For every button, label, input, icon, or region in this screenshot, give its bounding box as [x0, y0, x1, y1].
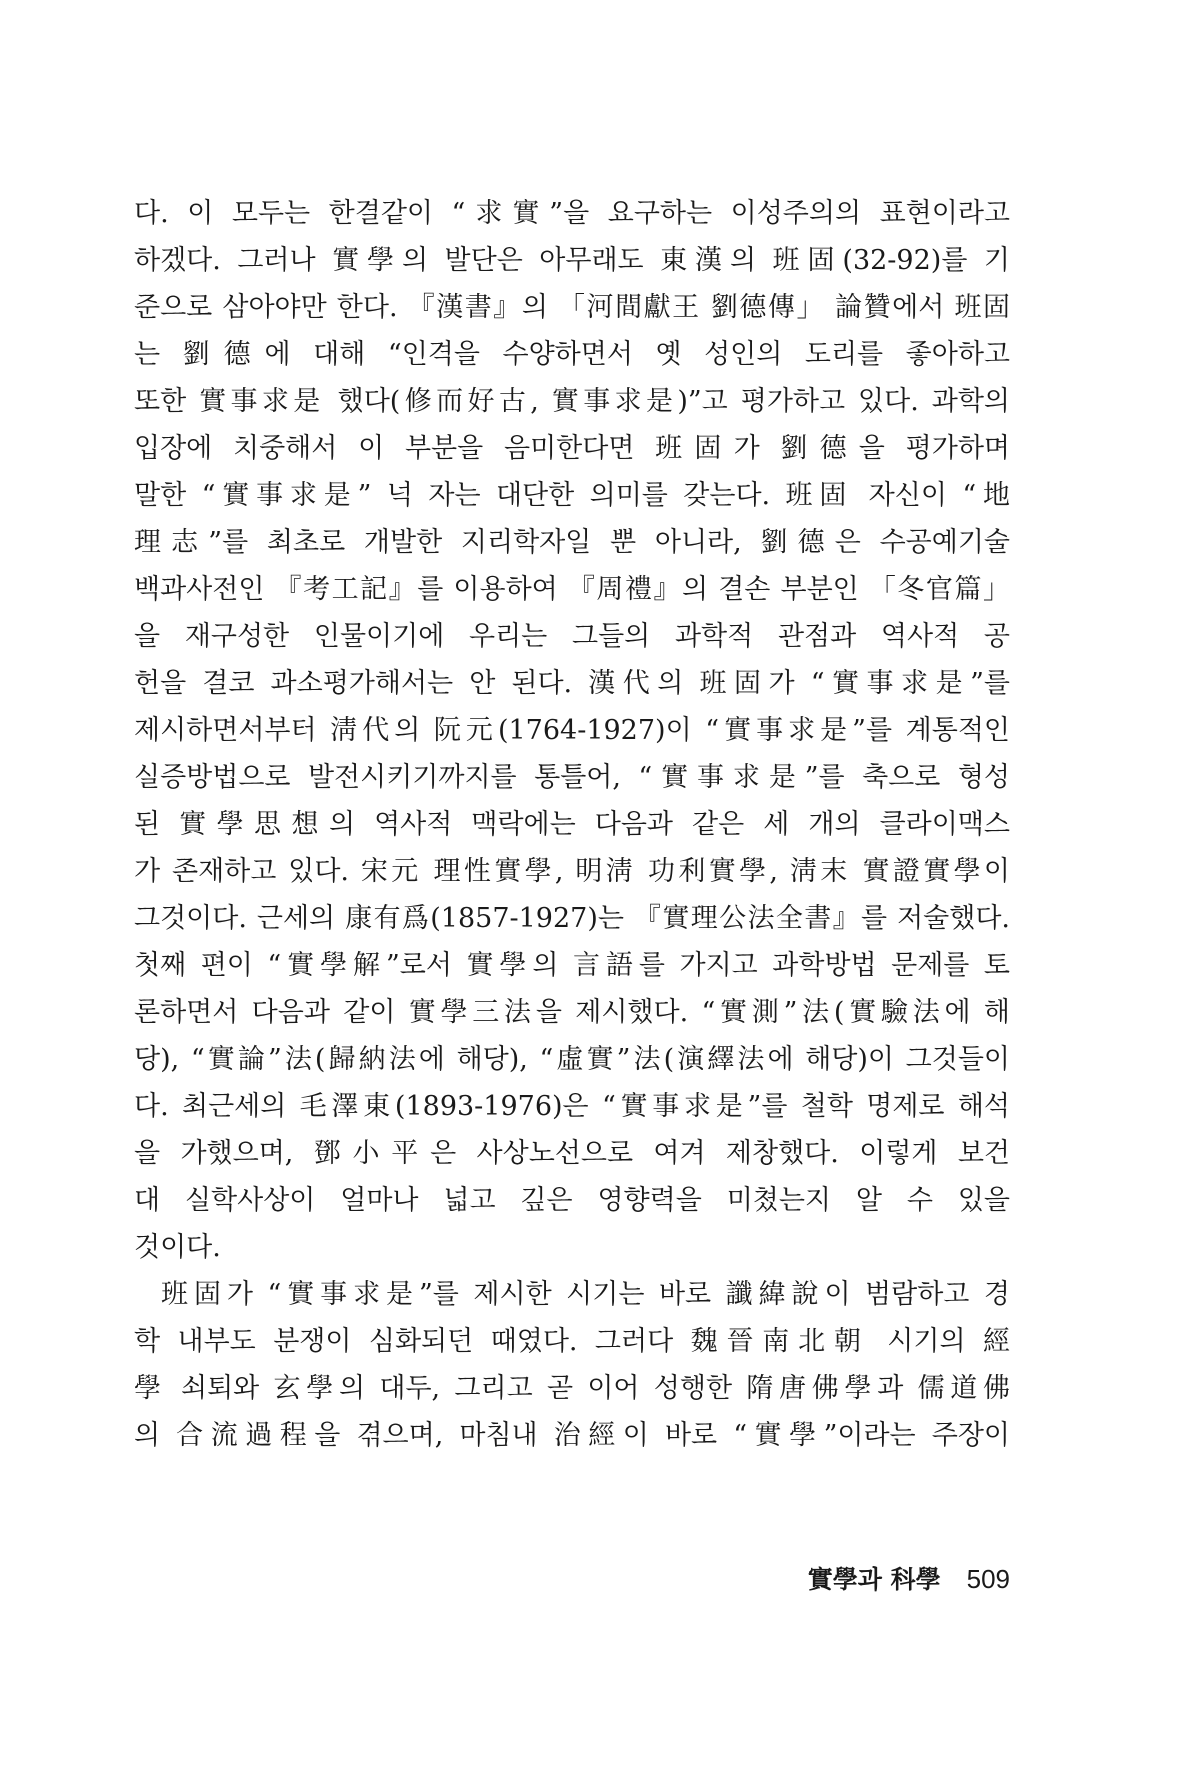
paragraph-1 [134, 190, 1010, 1271]
text-line: 班固가 “實事求是”를 제시한 시기는 바로 讖緯說이 범람하고 경 [161, 1279, 1010, 1310]
text-line: 준으로 삼아야만 한다. 『漢書』의 「河間獻王 劉德傳」 論贊에서 班固 [134, 292, 1010, 323]
text-line: 것이다. [134, 1232, 221, 1263]
text-line: 론하면서 다음과 같이 實學三法을 제시했다. “實測”法(實驗法에 해 [134, 997, 1010, 1028]
text-line: 理志”를 최초로 개발한 지리학자일 뿐 아니라, 劉德은 수공예기술 [134, 527, 1010, 558]
text-line: 된 實學思想의 역사적 맥락에는 다음과 같은 세 개의 클라이맥스 [134, 809, 1010, 840]
text-line: 헌을 결코 과소평가해서는 안 된다. 漢代의 班固가 “實事求是”를 [134, 668, 1010, 699]
page-number: 509 [966, 1564, 1010, 1594]
text-line: 다. 최근세의 毛澤東(1893-1976)은 “實事求是”를 철학 명제로 해석 [134, 1091, 1010, 1122]
text-line: 당), “實論”法(歸納法에 해당), “虛實”法(演繹法에 해당)이 그것들이 [134, 1044, 1010, 1075]
text-line: 입장에 치중해서 이 부분을 음미한다면 班固가 劉德을 평가하며 [134, 433, 1010, 464]
text-line: 의 合流過程을 겪으며, 마침내 治經이 바로 “實學”이라는 주장이 [134, 1420, 1010, 1451]
text-line: 다. 이 모두는 한결같이 “求實”을 요구하는 이성주의의 표현이라고 [134, 198, 1010, 229]
text-line: 하겠다. 그러나 實學의 발단은 아무래도 東漢의 班固(32-92)를 기 [134, 245, 1010, 276]
text-line: 백과사전인 『考工記』를 이용하여 『周禮』의 결손 부분인 「冬官篇」 [134, 574, 1010, 605]
text-line: 을 재구성한 인물이기에 우리는 그들의 과학적 관점과 역사적 공 [134, 621, 1010, 652]
body-text [134, 190, 1010, 1459]
text-line: 가 존재하고 있다. 宋元 理性實學, 明淸 功利實學, 淸末 實證實學이 [134, 856, 1010, 887]
text-line: 학 내부도 분쟁이 심화되던 때였다. 그러다 魏晉南北朝 시기의 經 [134, 1326, 1010, 1357]
text-line: 學 쇠퇴와 玄學의 대두, 그리고 곧 이어 성행한 隋唐佛學과 儒道佛 [134, 1373, 1010, 1404]
text-line: 대 실학사상이 얼마나 넓고 깊은 영향력을 미쳤는지 알 수 있을 [134, 1185, 1010, 1216]
text-line: 그것이다. 근세의 康有爲(1857-1927)는 『實理公法全書』를 저술했다. [134, 903, 1010, 934]
text-line: 는 劉德에 대해 “인격을 수양하면서 옛 성인의 도리를 좋아하고 [134, 339, 1010, 370]
text-line: 을 가했으며, 鄧小平은 사상노선으로 여겨 제창했다. 이렇게 보건 [134, 1138, 1010, 1169]
running-title: 實學과 科學 [807, 1565, 941, 1594]
text-line: 첫째 편이 “實學解”로서 實學의 言語를 가지고 과학방법 문제를 토 [134, 950, 1010, 981]
paragraph-2 [134, 1271, 1010, 1459]
page-footer [808, 1560, 1010, 1596]
text-line: 또한 實事求是 했다(修而好古, 實事求是)”고 평가하고 있다. 과학의 [134, 386, 1010, 417]
text-line: 말한 “實事求是” 넉 자는 대단한 의미를 갖는다. 班固 자신이 “地 [134, 480, 1010, 511]
text-line: 실증방법으로 발전시키기까지를 통틀어, “實事求是”를 축으로 형성 [134, 762, 1010, 793]
text-line: 제시하면서부터 淸代의 阮元(1764-1927)이 “實事求是”를 계통적인 [134, 715, 1010, 746]
